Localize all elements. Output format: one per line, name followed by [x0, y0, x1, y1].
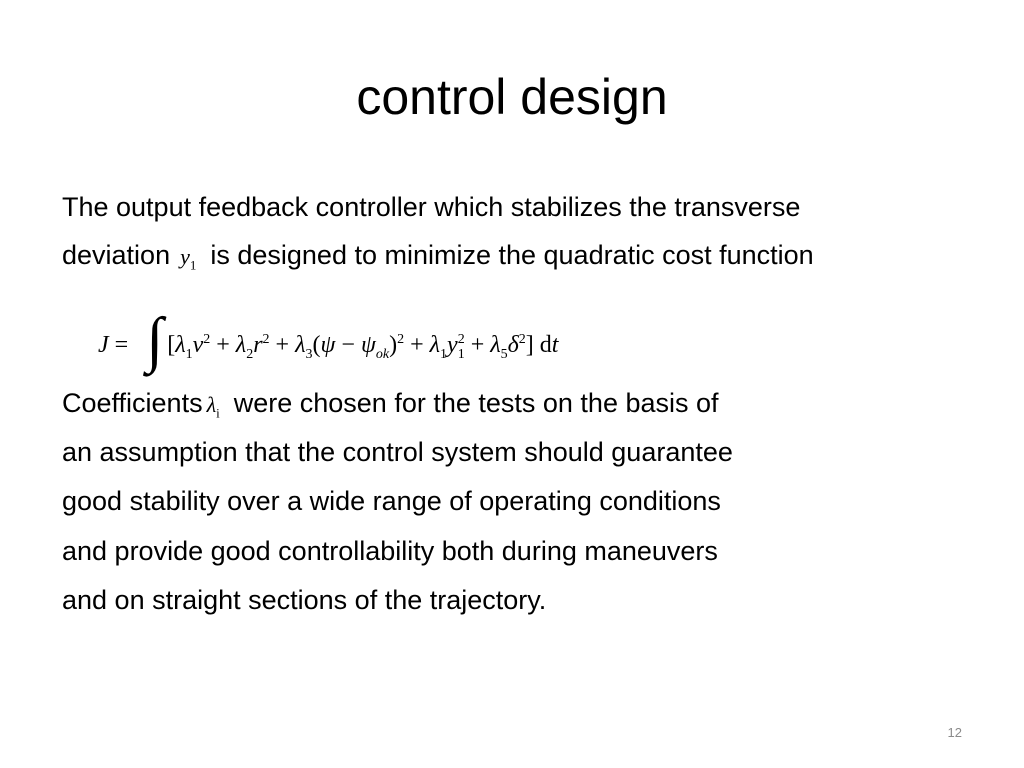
math-symbol-lambda-i	[207, 387, 220, 431]
paragraph-line: an assumption that the control system should guarantee	[62, 437, 733, 467]
slide-number: 12	[947, 725, 962, 740]
math-symbol-y1	[180, 239, 196, 283]
equation-lhs: J	[98, 332, 109, 358]
paragraph-line	[62, 385, 719, 431]
integral-sign: ∫	[146, 306, 164, 374]
text-fragment: Coefficients	[62, 388, 203, 418]
paragraph-line: and provide good controllability both during maneuvers	[62, 536, 718, 566]
math-subscript: i	[216, 405, 220, 421]
paragraph-line: and on straight sections of the trajectory.	[62, 585, 547, 615]
paragraph-line: good stability over a wide range of operating conditions	[62, 486, 721, 516]
math-subscript: 1	[189, 257, 197, 273]
math-variable: y	[180, 244, 190, 269]
paragraph-line	[62, 237, 814, 283]
equation-body: $[\lambda_1v^2 + \lambda_2r^2 + \lambda_3(\psi - \psi_{ok})^2 + \lambda_1y^2_1 + \lambda_5\delta^2]$ dt	[167, 332, 559, 362]
slide-title: control design	[356, 69, 668, 125]
paragraph-line: The output feedback controller which stabilizes the transverse	[62, 192, 801, 222]
cost-function-equation: J = ∫ $[\lambda_1v^2 + \lambda_2r^2 + \lambda_3(\psi - \psi_{ok})^2 + \lambda_1y^2_1 + \lambda_5\delta^2]$ dt	[98, 306, 559, 374]
math-variable: λ	[206, 392, 217, 417]
text-fragment: deviation	[62, 240, 171, 270]
text-fragment: were chosen for the tests on the basis of	[233, 388, 719, 418]
text-fragment: is designed to minimize the quadratic cost function	[210, 240, 814, 270]
